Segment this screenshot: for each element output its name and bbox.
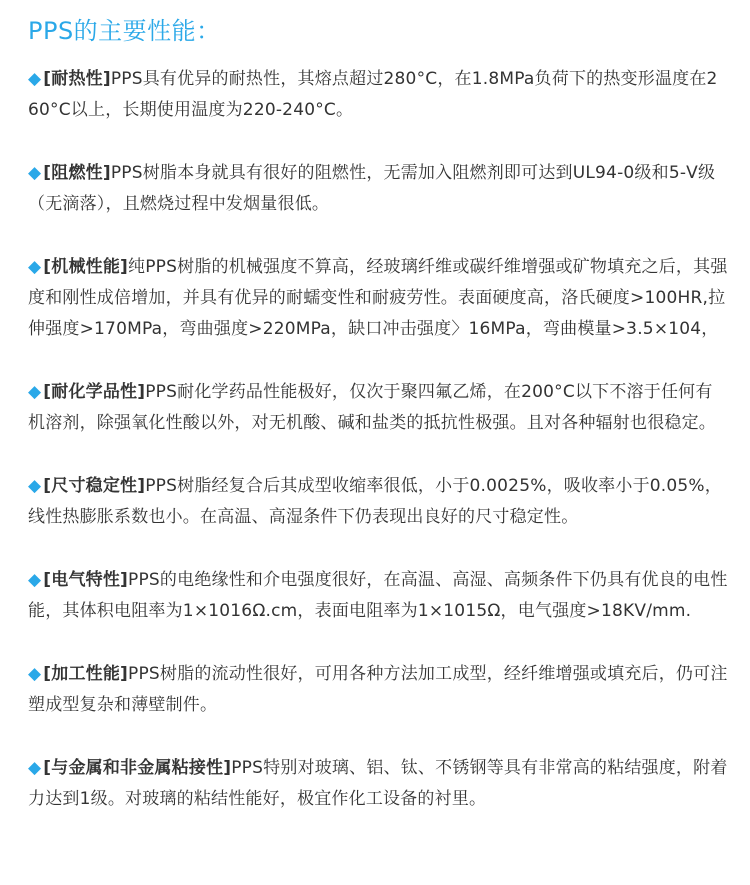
section-heading: [与金属和非金属粘接性]	[43, 758, 232, 778]
diamond-icon: ◆	[28, 476, 42, 496]
section-text: PPS特别对玻璃、铝、钛、不锈钢等具有非常高的粘结强度，附着力达到1级。对玻璃的粘结性能好，极宜作化工设备的衬里。	[28, 758, 728, 809]
diamond-icon: ◆	[28, 382, 42, 402]
section-heading: [加工性能]	[43, 664, 129, 684]
section-text: PPS树脂的流动性很好，可用各种方法加工成型，经纤维增强或填充后，仍可注塑成型复杂和薄壁制件。	[28, 664, 728, 715]
section-dimensional-stability	[28, 471, 728, 533]
diamond-icon: ◆	[28, 570, 42, 590]
section-heading: [耐热性]	[43, 69, 111, 89]
diamond-icon: ◆	[28, 257, 42, 277]
section-mechanical-properties	[28, 252, 728, 345]
section-heading: [阻燃性]	[43, 163, 111, 183]
section-text: PPS树脂经复合后其成型收缩率很低，小于0.0025%，吸收率小于0.05%，线性热膨胀系数也小。在高温、高湿条件下仍表现出良好的尺寸稳定性。	[28, 476, 722, 527]
section-text: 纯PPS树脂的机械强度不算高，经玻璃纤维或碳纤维增强或矿物填充之后，其强度和刚性成倍增加，并具有优异的耐蠕变性和耐疲劳性。表面硬度高，洛氏硬度>100HR,拉伸强度>170MPa，弯曲强度>220MPa，缺口冲击强度〉16MPa，弯曲模量>3.5×104，	[28, 257, 728, 339]
section-chemical-resistance	[28, 377, 728, 439]
page-title: PPS的主要性能：	[28, 17, 221, 45]
section-electrical-properties	[28, 565, 728, 627]
diamond-icon: ◆	[28, 69, 42, 89]
section-heading: [耐化学品性]	[43, 382, 146, 402]
section-flame-retardancy	[28, 158, 728, 220]
section-heading: [机械性能]	[43, 257, 129, 277]
section-text: PPS具有优异的耐热性，其熔点超过280°C，在1.8MPa负荷下的热变形温度在260°C以上，长期使用温度为220-240°C。	[28, 69, 718, 120]
section-text: PPS耐化学药品性能极好，仅次于聚四氟乙烯，在200°C以下不溶于任何有机溶剂，除强氧化性酸以外，对无机酸、碱和盐类的抵抗性极强。且对各种辐射也很稳定。	[28, 382, 716, 433]
diamond-icon: ◆	[28, 758, 42, 778]
diamond-icon: ◆	[28, 664, 42, 684]
section-heat-resistance	[28, 64, 728, 126]
section-adhesion	[28, 753, 728, 815]
section-processing	[28, 659, 728, 721]
section-text: PPS的电绝缘性和介电强度很好，在高温、高湿、高频条件下仍具有优良的电性能，其体积电阻率为1×1016Ω.cm，表面电阻率为1×1015Ω，电气强度>18KV/mm.	[28, 570, 728, 621]
section-heading: [尺寸稳定性]	[43, 476, 146, 496]
section-text: PPS树脂本身就具有很好的阻燃性，无需加入阻燃剂即可达到UL94-0级和5-V级（无滴落），且燃烧过程中发烟量很低。	[28, 163, 716, 214]
section-heading: [电气特性]	[43, 570, 129, 590]
diamond-icon: ◆	[28, 163, 42, 183]
